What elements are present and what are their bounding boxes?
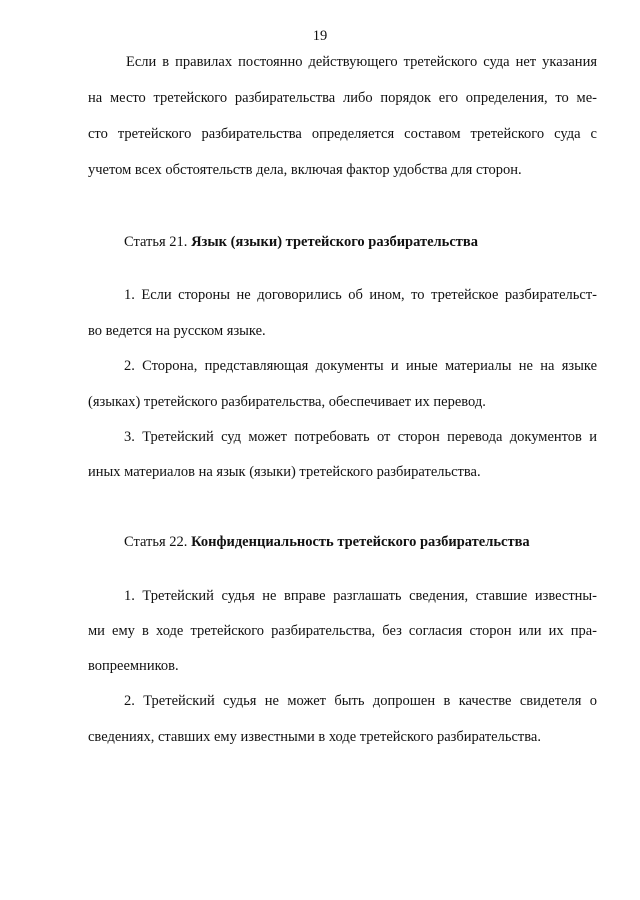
article-21-item-2-line-1: 2. Сторона, представляющая документы и иные материалы не на языке <box>124 358 597 374</box>
article-21-item-1-line-2: во ведется на русском языке. <box>88 323 266 339</box>
intro-line-3: сто третейского разбирательства определяется составом третейского суда с <box>88 126 597 142</box>
article-21-item-2-line-2: (языках) третейского разбирательства, обеспечивает их перевод. <box>88 394 486 410</box>
article-21-title: Язык (языки) третейского разбирательства <box>191 234 478 250</box>
article-21-heading <box>124 233 633 251</box>
article-22-item-2-line-2: сведениях, ставших ему известными в ходе третейского разбирательства. <box>88 729 541 745</box>
article-21-item-3-line-1: 3. Третейский суд может потребовать от сторон перевода документов и <box>124 429 597 445</box>
article-22-item-1-line-3: вопреемников. <box>88 658 179 674</box>
intro-line-4: учетом всех обстоятельств дела, включая фактор удобства для сторон. <box>88 162 522 178</box>
page-number: 19 <box>312 28 328 44</box>
article-22-number: Статья 22. <box>124 534 188 550</box>
article-22-item-1-line-1: 1. Третейский судья не вправе разглашать сведения, ставшие известны- <box>124 588 597 604</box>
article-22-item-1-line-2: ми ему в ходе третейского разбирательства, без согласия сторон или их пра- <box>88 623 597 639</box>
article-22-title: Конфиденциальность третейского разбирательства <box>191 534 530 550</box>
article-21-item-3-line-2: иных материалов на язык (языки) третейского разбирательства. <box>88 464 481 480</box>
article-22-heading <box>124 533 633 551</box>
article-21-number: Статья 21. <box>124 234 188 250</box>
article-22-item-2-line-1: 2. Третейский судья не может быть допрошен в качестве свидетеля о <box>124 693 597 709</box>
intro-line-2: на место третейского разбирательства либо порядок его определения, то ме- <box>88 90 597 106</box>
article-21-item-1-line-1: 1. Если стороны не договорились об ином, то третейское разбирательст- <box>124 287 597 303</box>
intro-line-1: Если в правилах постоянно действующего третейского суда нет указания <box>126 54 597 70</box>
